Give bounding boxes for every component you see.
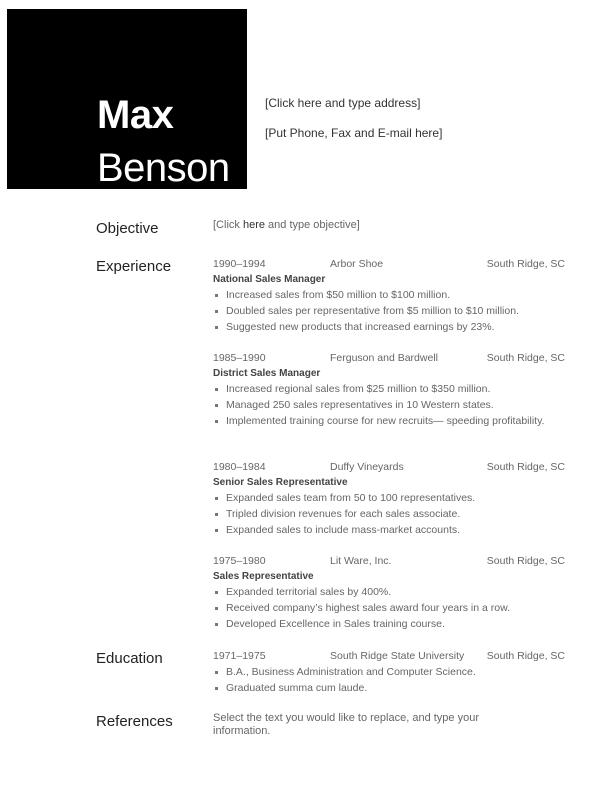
bullet-icon [215,529,218,532]
job-location[interactable]: South Ridge, SC [486,352,565,364]
objective-pre: [Click [213,219,243,231]
last-name[interactable]: Benson [97,146,230,190]
bullet-icon [215,687,218,690]
contact-field[interactable]: [Put Phone, Fax and E-mail here] [265,126,443,140]
list-item[interactable] [213,524,565,537]
job-header [213,554,565,568]
education-school[interactable]: South Ridge State University [330,650,465,662]
list-item[interactable] [213,682,565,695]
references-field[interactable]: Select the text you would like to replace, and type your information. [213,712,479,737]
bullet-icon [215,326,218,329]
objective-bold: here [242,219,265,231]
job-company[interactable]: Duffy Vineyards [330,461,404,473]
bullet-list [213,586,565,631]
section-education: Education [96,650,163,667]
job-header [213,351,565,365]
job-dates[interactable]: 1980–1984 [213,461,266,473]
job-company[interactable]: Ferguson and Bardwell [330,352,438,364]
bullet-text: Expanded sales team from 50 to 100 representatives. [226,492,476,504]
bullet-text: Graduated summa cum laude. [226,682,368,694]
job-company[interactable]: Lit Ware, Inc. [330,555,392,567]
job-header [213,460,565,474]
bullet-text: Expanded territorial sales by 400%. [226,586,392,598]
objective-field[interactable] [213,219,360,231]
job-entry [213,257,565,337]
bullet-text: Increased regional sales from $25 million to $350 million. [226,383,491,395]
bullet-text: Managed 250 sales representatives in 10 Western states. [226,399,494,411]
bullet-text: Doubled sales per representative from $5 million to $10 million. [226,305,519,317]
bullet-list [213,383,565,428]
bullet-text: Increased sales from $50 million to $100 million. [226,289,451,301]
objective-post: and type objective] [264,219,360,231]
section-references: References [96,713,173,730]
job-company[interactable]: Arbor Shoe [330,258,384,270]
bullet-icon [215,513,218,516]
list-item[interactable] [213,399,565,412]
job-location[interactable]: South Ridge, SC [486,258,565,270]
bullet-text: Received company’s highest sales award four years in a row. [226,602,511,614]
list-item[interactable] [213,415,565,428]
job-location[interactable]: South Ridge, SC [486,461,565,473]
job-location[interactable]: South Ridge, SC [486,555,565,567]
list-item[interactable] [213,586,565,599]
job-title[interactable]: National Sales Manager [213,274,326,285]
bullet-text: Implemented training course for new recruits— speeding profitability. [226,415,545,427]
bullet-list [213,492,565,537]
bullet-icon [215,388,218,391]
education-location[interactable]: South Ridge, SC [486,650,565,662]
address-field[interactable]: [Click here and type address] [265,96,421,110]
job-title[interactable]: Senior Sales Representative [213,477,348,488]
job-entry [213,460,565,540]
job-entry [213,351,565,431]
list-item[interactable] [213,508,565,521]
bullet-icon [215,607,218,610]
bullet-icon [215,591,218,594]
bullet-text: B.A., Business Administration and Computer Science. [226,666,476,678]
job-title[interactable]: Sales Representative [213,571,314,582]
list-item[interactable] [213,321,565,334]
bullet-text: Suggested new products that increased earnings by 23%. [226,321,495,333]
list-item[interactable] [213,602,565,615]
job-header [213,257,565,271]
name-block [7,9,247,189]
first-name[interactable]: Max [97,93,174,137]
bullet-icon [215,404,218,407]
list-item[interactable] [213,618,565,631]
job-entry [213,554,565,634]
bullet-list [213,289,565,334]
bullet-icon [215,671,218,674]
bullet-text: Developed Excellence in Sales training course. [226,618,445,630]
bullet-icon [215,420,218,423]
job-title[interactable]: District Sales Manager [213,368,321,379]
bullet-text: Tripled division revenues for each sales associate. [226,508,461,520]
section-experience: Experience [96,258,172,275]
list-item[interactable] [213,305,565,318]
section-objective: Objective [96,220,159,237]
list-item[interactable] [213,666,565,679]
list-item[interactable] [213,383,565,396]
bullet-text: Expanded sales to include mass-market accounts. [226,524,461,536]
education-item [213,649,565,698]
list-item[interactable] [213,289,565,302]
job-dates[interactable]: 1985–1990 [213,352,266,364]
bullet-icon [215,310,218,313]
education-header [213,649,565,663]
bullet-icon [215,294,218,297]
bullet-list [213,666,565,695]
job-dates[interactable]: 1975–1980 [213,555,266,567]
bullet-icon [215,497,218,500]
bullet-icon [215,623,218,626]
education-dates[interactable]: 1971–1975 [213,650,266,662]
job-dates[interactable]: 1990–1994 [213,258,266,270]
list-item[interactable] [213,492,565,505]
